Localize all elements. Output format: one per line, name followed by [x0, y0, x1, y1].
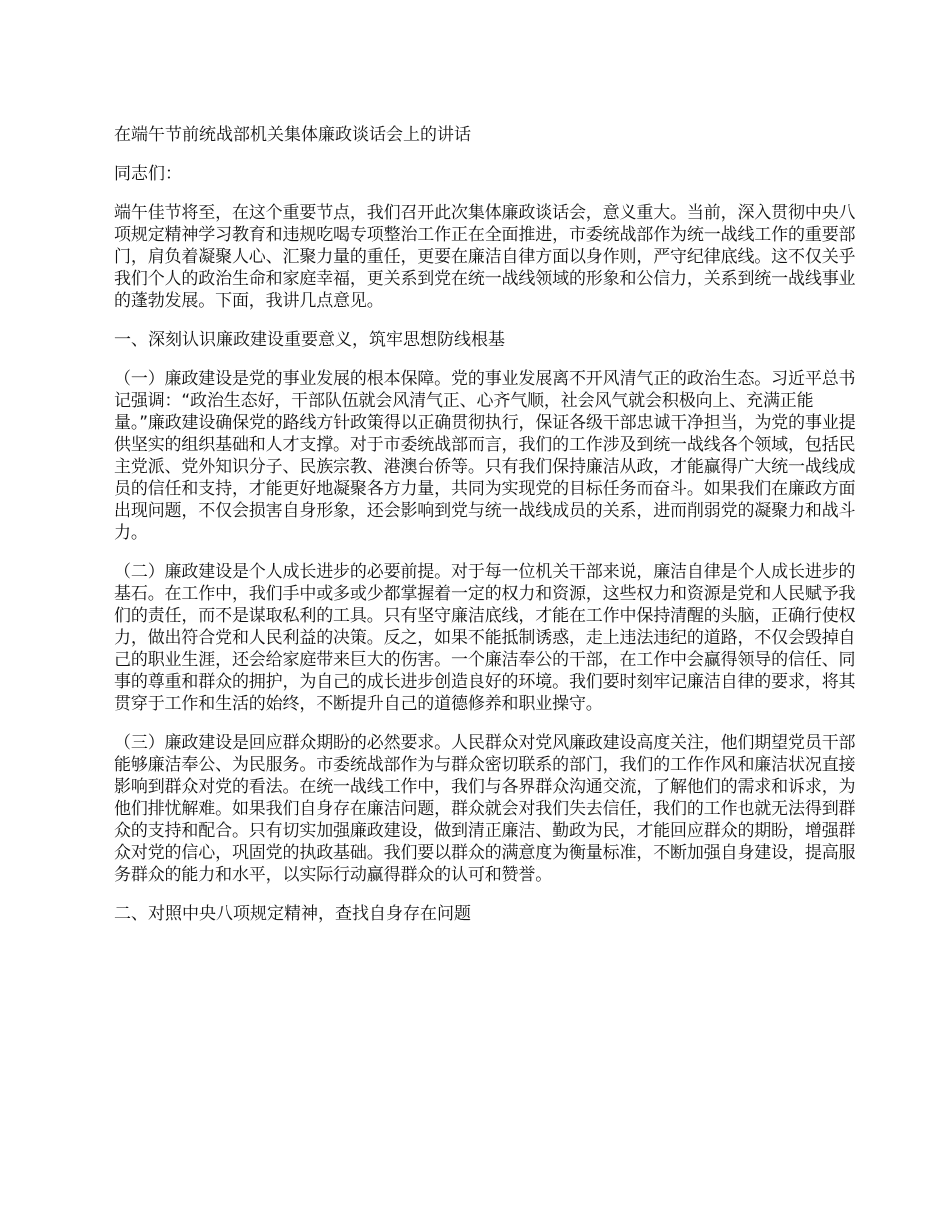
section-heading-2: 二、对照中央八项规定精神，查找自身存在问题	[114, 904, 471, 924]
intro-paragraph: 端午佳节将至，在这个重要节点，我们召开此次集体廉政谈话会，意义重大。当前，深入贯彻中央八项规定精神学习教育和违规吃喝专项整治工作正在全面推进，市委统战部作为统一战线工作的重要部门，肩负着凝聚人心、汇聚力量的重任，更要在廉洁自律方面以身作则，严守纪律底线。这不仅关乎我们个人的政治生命和家庭幸福，更关系到党在统一战线领域的形象和公信力，关系到统一战线事业的蓬勃发展。下面，我讲几点意见。	[114, 203, 856, 311]
section1-paragraph-3: （三）廉政建设是回应群众期盼的必然要求。人民群众对党风廉政建设高度关注，他们期望党员干部能够廉洁奉公、为民服务。市委统战部作为与群众密切联系的部门，我们的工作作风和廉洁状况直接影响到群众对党的看法。在统一战线工作中，我们与各界群众沟通交流，了解他们的需求和诉求，为他们排忧解难。如果我们自身存在廉洁问题，群众就会对我们失去信任，我们的工作也就无法得到群众的支持和配合。只有切实加强廉政建设，做到清正廉洁、勤政为民，才能回应群众的期盼，增强群众对党的信心，巩固党的执政基础。我们要以群众的满意度为衡量标准，不断加强自身建设，提高服务群众的能力和水平，以实际行动赢得群众的认可和赞誉。	[114, 733, 856, 885]
salutation: 同志们：	[114, 164, 182, 184]
section-heading-1: 一、深刻认识廉政建设重要意义，筑牢思想防线根基	[114, 330, 505, 350]
document-title: 在端午节前统战部机关集体廉政谈话会上的讲话	[114, 125, 471, 145]
section1-paragraph-2: （二）廉政建设是个人成长进步的必要前提。对于每一位机关干部来说，廉洁自律是个人成长进步的基石。在工作中，我们手中或多或少都掌握着一定的权力和资源，这些权力和资源是党和人民赋予我们的责任，而不是谋取私利的工具。只有坚守廉洁底线，才能在工作中保持清醒的头脑，正确行使权力，做出符合党和人民利益的决策。反之，如果不能抵制诱惑，走上违法违纪的道路，不仅会毁掉自己的职业生涯，还会给家庭带来巨大的伤害。一个廉洁奉公的干部，在工作中会赢得领导的信任、同事的尊重和群众的拥护，为自己的成长进步创造良好的环境。我们要时刻牢记廉洁自律的要求，将其贯穿于工作和生活的始终，不断提升自己的道德修养和职业操守。	[114, 562, 856, 714]
section1-paragraph-1: （一）廉政建设是党的事业发展的根本保障。党的事业发展离不开风清气正的政治生态。习近平总书记强调：“政治生态好，干部队伍就会风清气正、心齐气顺，社会风气就会积极向上、充满正能量。”廉政建设确保党的路线方针政策得以正确贯彻执行，保证各级干部忠诚干净担当，为党的事业提供坚实的组织基础和人才支撑。对于市委统战部而言，我们的工作涉及到统一战线各个领域，包括民主党派、党外知识分子、民族宗教、港澳台侨等。只有我们保持廉洁从政，才能赢得广大统一战线成员的信任和支持，才能更好地凝聚各方力量，共同为实现党的目标任务而奋斗。如果我们在廉政方面出现问题，不仅会损害自身形象，还会影响到党与统一战线成员的关系，进而削弱党的凝聚力和战斗力。	[114, 369, 856, 543]
document-page	[114, 124, 856, 942]
